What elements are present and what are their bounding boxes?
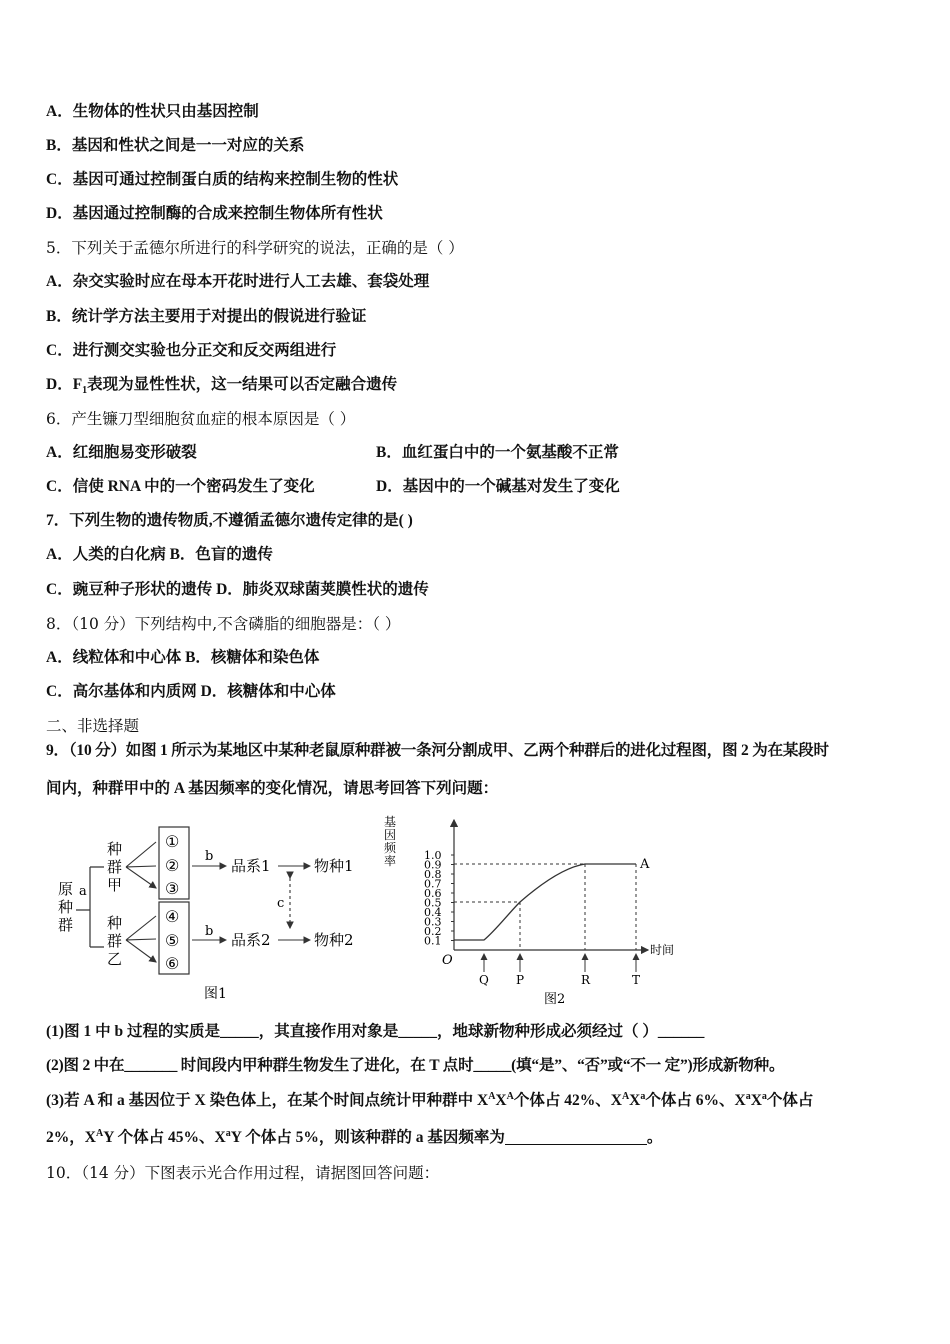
fig1-circle-6: ⑥ [165, 954, 180, 973]
fig1-circle-1: ① [165, 832, 180, 851]
fig1-circle-5: ⑤ [165, 931, 180, 950]
fig1-species2: 物种2 [314, 931, 354, 949]
q10-stem: 10．（14 分）下图表示光合作用过程，请据图回答问题： [46, 1164, 440, 1182]
fig2-ytick-label: 1.0 [424, 849, 442, 862]
q6-options-ab [46, 443, 906, 463]
fig2-ytick-label: 0.5 [424, 896, 442, 910]
q9-stem-line1: 9．（10 分）如图 1 所示为某地区中某种老鼠原种群被一条河分割成甲、乙两个种群后的进化过程图，图 2 为在某段时 [46, 742, 829, 759]
fig2-caption: 图2 [544, 992, 566, 1007]
q6-option-b: B．血红蛋白中的一个氨基酸不正常 [376, 444, 619, 461]
fig1-origin-char1: 原 [58, 880, 74, 898]
fig2-ytick-label: 0.1 [424, 934, 442, 948]
q9-sub3-line1: (3)若 A 和 a 基因位于 X 染色体上，在某个时间点统计甲种群中 $X^AX^A$个体占 42%、$X^AX^a$个体占 6%、$X^aX^a$个体占 [46, 1091, 814, 1109]
fig1-yi-char1: 种 [107, 914, 123, 932]
fig2-ytick-label: 0.8 [424, 868, 442, 881]
q9-sub1: (1)图 1 中 b 过程的实质是_____，其直接作用对象是_____，地球新物种形成必须经过（ ）______ [46, 1023, 705, 1040]
fig2-ytick-label: 0.7 [424, 877, 442, 891]
figure1-evolution-diagram [52, 822, 372, 1007]
fig1-circle-4: ④ [165, 907, 180, 926]
fig2-point-r: R [581, 973, 591, 987]
fig1-strain1: 品系1 [231, 857, 271, 875]
fig1-jia-char3: 甲 [107, 876, 123, 894]
fig1-circle-2: ② [165, 856, 180, 875]
fig2-origin: O [442, 953, 453, 968]
fig1-origin-char3: 群 [58, 916, 74, 934]
fig1-caption: 图1 [204, 986, 227, 1002]
fig1-jia-char1: 种 [107, 840, 123, 858]
fig1-strain2: 品系2 [231, 931, 271, 949]
q6-option-a: A．红细胞易变形破裂 [46, 444, 197, 461]
q9-sub3-line2: 2%，$X^AY$ 个体占 45%、$X^aY$ 个体占 5%，则该种群的 a 基因频率为 。 [46, 1128, 663, 1146]
fig1-c-label: c [277, 896, 285, 911]
q6-stem: 6．产生镰刀型细胞贫血症的根本原因是（ ） [46, 410, 356, 428]
fig2-ytick-label: 0.6 [424, 887, 442, 900]
q7-options-ab: A．人类的白化病 B．色盲的遗传 [46, 546, 273, 563]
fig2-frequency-curve [454, 864, 636, 940]
fig2-ylabel-char1: 基 [384, 815, 397, 829]
fig2-ytick-label: 0.2 [424, 925, 442, 938]
q6-option-c: C．信使 RNA 中的一个密码发生了变化 [46, 478, 315, 495]
q4-option-d: D．基因通过控制酶的合成来控制生物体所有性状 [46, 205, 383, 222]
q5-option-d: D．$F_1$表现为显性性状，这一结果可以否定融合遗传 [46, 376, 398, 397]
fig1-split-bracket [76, 867, 104, 947]
fig2-ylabel-char2: 因 [384, 828, 397, 842]
fig2-point-t: T [632, 973, 641, 987]
fig2-ytick-label: 0.4 [424, 906, 442, 919]
fig1-yi-char2: 群 [107, 932, 123, 950]
fig2-ylabel-char3: 频 [384, 841, 397, 855]
fig2-point-q: Q [479, 973, 489, 987]
q5-option-a: A．杂交实验时应在母本开花时进行人工去雄、套袋处理 [46, 273, 430, 290]
fig1-yi-char3: 乙 [107, 950, 123, 968]
q7-options-cd: C．豌豆种子形状的遗传 D．肺炎双球菌荚膜性状的遗传 [46, 581, 429, 598]
q4-option-c: C．基因可通过控制蛋白质的结构来控制生物的性状 [46, 171, 399, 188]
q6-options-cd [46, 477, 906, 497]
fig1-jia-char2: 群 [107, 858, 123, 876]
q4-option-a: A．生物体的性状只由基因控制 [46, 103, 259, 120]
q5-option-b: B．统计学方法主要用于对提出的假说进行验证 [46, 308, 367, 325]
fig1-b-label-top: b [205, 849, 214, 864]
q8-stem: 8．（10 分）下列结构中,不含磷脂的细胞器是：（ ） [46, 615, 401, 633]
fig2-xlabel: 时间 [650, 943, 675, 957]
fig1-circle-3: ③ [165, 879, 180, 898]
figure2-gene-frequency-chart [378, 812, 688, 1012]
fig1-species1: 物种1 [314, 857, 354, 875]
fig2-ylabel-char4: 率 [384, 854, 397, 868]
q8-options-cd: C．高尔基体和内质网 D．核糖体和中心体 [46, 683, 336, 700]
fig1-jia-arrows [126, 842, 156, 888]
section-heading: 二、非选择题 [46, 717, 140, 735]
q9-sub2: (2)图 2 中在_______ 时间段内甲种群生物发生了进化，在 T 点时_____(填“是”、“否”或“不一 定”)形成新物种。 [46, 1057, 785, 1074]
q6-option-d: D．基因中的一个碱基对发生了变化 [376, 478, 620, 495]
fig1-yi-arrows [126, 916, 156, 962]
q8-options-ab: A．线粒体和中心体 B．核糖体和染色体 [46, 649, 320, 666]
fig1-b-label-bottom: b [205, 924, 214, 939]
fig1-a-label: a [79, 884, 87, 899]
q5-stem: 5．下列关于孟德尔所进行的科学研究的说法，正确的是（ ） [46, 239, 464, 257]
fig1-origin-char2: 种 [58, 898, 74, 916]
answer-blank[interactable] [505, 1128, 647, 1145]
fig2-ytick-label: 0.9 [424, 858, 442, 872]
fig2-point-p: P [516, 973, 525, 987]
q7-stem: 7．下列生物的遗传物质,不遵循孟德尔遗传定律的是( ) [46, 512, 413, 529]
q5-option-c: C．进行测交实验也分正交和反交两组进行 [46, 342, 337, 359]
fig2-curve-label-a: A [640, 857, 650, 872]
q9-stem-line2: 间内，种群甲中的 A 基因频率的变化情况，请思考回答下列问题： [46, 780, 499, 797]
fig2-ytick-label: 0.3 [424, 915, 442, 929]
q4-option-b: B．基因和性状之间是一一对应的关系 [46, 137, 305, 154]
